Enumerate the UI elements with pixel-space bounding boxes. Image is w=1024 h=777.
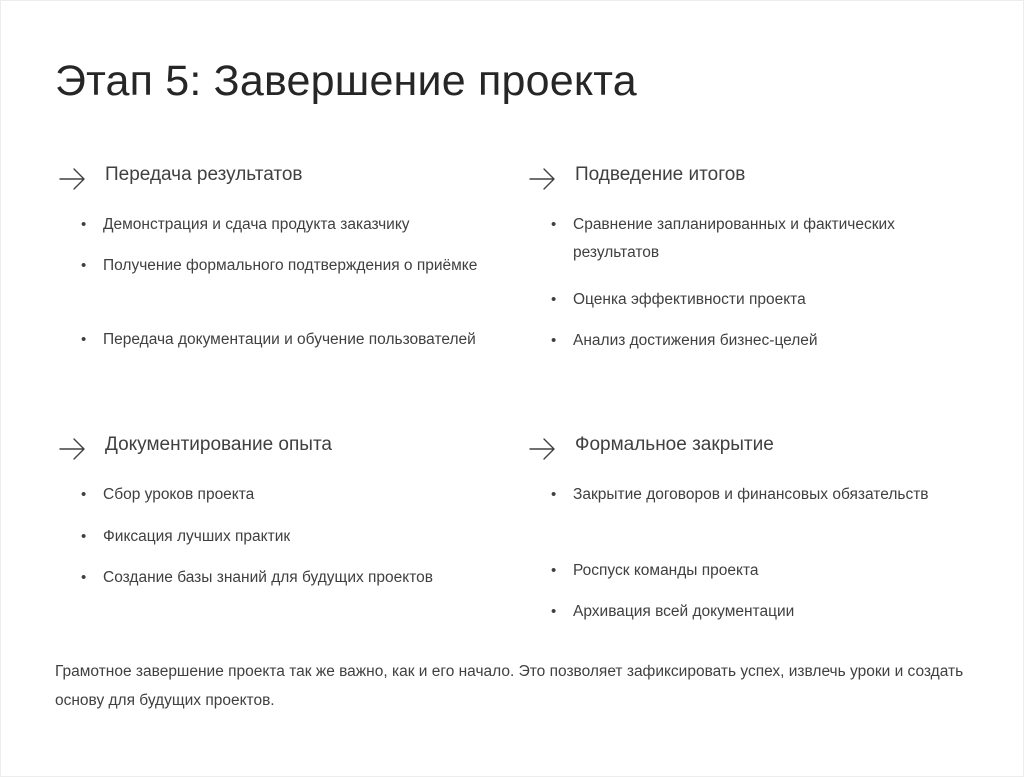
footer-note: Грамотное завершение проекта так же важно, как и его начало. Это позволяет зафиксировать успех, извлечь уроки и создать основу для будущих проектов.: [55, 663, 964, 709]
list-item: [81, 326, 483, 354]
bullet-icon: •: [551, 486, 557, 503]
bullet-icon: •: [551, 216, 557, 233]
list-item: [551, 211, 953, 267]
list-item: [81, 523, 483, 551]
list-item-text: Роспуск команды проекта: [573, 562, 759, 579]
list-item: [81, 252, 483, 280]
list-item: [551, 481, 953, 509]
bullet-icon: •: [551, 291, 557, 308]
section-summary: [527, 163, 947, 349]
list-item-text: Закрытие договоров и финансовых обязательств: [573, 486, 929, 503]
list-item: [81, 211, 483, 239]
list-item-text: Демонстрация и сдача продукта заказчику: [103, 216, 410, 233]
list-item: [81, 564, 483, 592]
section-heading: Документирование опыта: [105, 434, 332, 455]
list-item-text: Анализ достижения бизнес-целей: [573, 332, 818, 349]
list-item: [551, 327, 953, 355]
list-item-text: Архивация всей документации: [573, 603, 795, 620]
list-item: [81, 481, 483, 509]
section-handover: [57, 163, 478, 348]
bullet-icon: •: [551, 603, 557, 620]
list-item-text: Сравнение запланированных и фактических результатов: [573, 216, 895, 261]
bullet-icon: •: [81, 528, 87, 545]
list-item-text: Оценка эффективности проекта: [573, 291, 806, 308]
bullet-icon: •: [81, 257, 87, 274]
bullet-icon: •: [551, 332, 557, 349]
section-heading: Формальное закрытие: [575, 434, 774, 455]
section-heading: Передача результатов: [105, 164, 303, 185]
page-title: Этап 5: Завершение проекта: [55, 57, 637, 105]
bullet-icon: •: [81, 331, 87, 348]
section-heading: Подведение итогов: [575, 164, 746, 185]
section-header: [527, 163, 947, 193]
list-item-text: Получение формального подтверждения о приёмке: [103, 257, 478, 274]
list-item: [551, 598, 953, 626]
section-closure: [527, 433, 947, 620]
arrow-right-icon: [57, 433, 87, 463]
bullet-icon: •: [81, 216, 87, 233]
bullet-icon: •: [551, 562, 557, 579]
section-header: [57, 163, 477, 193]
list-item-text: Создание базы знаний для будущих проектов: [103, 569, 434, 586]
list-item: [551, 286, 953, 314]
section-header: [527, 433, 947, 463]
arrow-right-icon: [527, 163, 557, 193]
bullet-icon: •: [81, 569, 87, 586]
arrow-right-icon: [527, 433, 557, 463]
section-lessons: [57, 433, 477, 586]
list-item-text: Сбор уроков проекта: [103, 486, 255, 503]
section-header: [57, 433, 477, 463]
bullet-icon: •: [81, 486, 87, 503]
list-item-text: Фиксация лучших практик: [103, 528, 291, 545]
list-item-text: Передача документации и обучение пользователей: [103, 331, 476, 348]
list-item: [551, 557, 953, 585]
arrow-right-icon: [57, 163, 87, 193]
